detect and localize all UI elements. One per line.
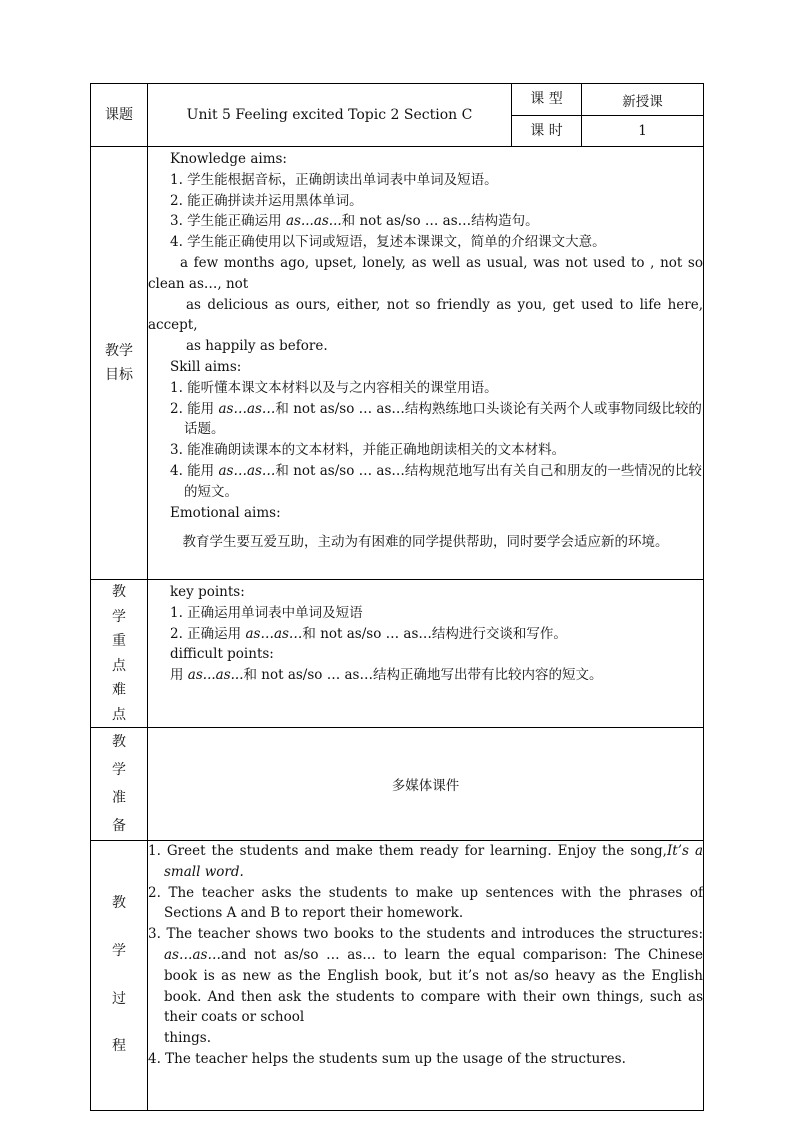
skill-aim-3: 3. 能准确朗读课本的文本材料，并能正确地朗读相关的文本材料。 xyxy=(170,442,566,459)
difficult-points-title: difficult points: xyxy=(170,646,274,663)
key-points-label: 教 学 重 点 难 点 xyxy=(91,580,148,728)
knowledge-aim-2: 2. 能正确拼读并运用黑体单词。 xyxy=(170,192,363,209)
knowledge-aim-4: 4. 学生能正确使用以下词或短语，复述本课课文，简单的介绍课文大意。 xyxy=(170,234,606,251)
process-step-1: 1. Greet the students and make them ready for learning. Enjoy the song,It’s a small word. xyxy=(148,843,703,880)
process-step-3: 3. The teacher shows two books to the students and introduces the structures: as…as…and not as/so … as… to learn the equal comparison: The Chinese book is as new as the English book, but it’s not as/so heavy as the English book. And then ask the students to compare with their own things, such as their coats or school xyxy=(148,926,703,1026)
phrase-list-3: as happily as before. xyxy=(186,338,328,355)
objectives-label: 教学 目标 xyxy=(91,147,148,580)
process-label: 教 学 过 程 xyxy=(91,841,148,1111)
process-step-2: 2. The teacher asks the students to make up sentences with the phrases of Sections A and B to report their homework. xyxy=(148,884,703,922)
emotional-aim-text: 教育学生要互爱互助，主动为有困难的同学提供帮助，同时要学会适应新的环境。 xyxy=(182,534,669,551)
skill-aim-2: 2. 能用 as…as…和 not as/so … as…结构熟练地口头谈论有关两个人或事物同级比较的话题。 xyxy=(170,400,702,438)
objectives-content xyxy=(148,147,704,580)
topic-value: Unit 5 Feeling excited Topic 2 Section C xyxy=(148,84,512,147)
knowledge-aims-title: Knowledge aims: xyxy=(170,151,287,167)
preparation-label: 教 学 准 备 xyxy=(91,728,148,841)
key-point-2: 2. 正确运用 as…as…和 not as/so … as…结构进行交谈和写作。 xyxy=(170,625,567,642)
lesson-type-label: 课 型 xyxy=(512,84,582,116)
phrase-list-2: as delicious as ours, either, not so friendly as you, get used to life here, accept, xyxy=(148,296,703,334)
knowledge-aim-3: 3. 学生能正确运用 as...as...和 not as/so … as…结构造句。 xyxy=(170,213,539,230)
phrase-list-1: a few months ago, upset, lonely, as well as usual, was not used to , not so clean as…, not xyxy=(148,254,703,292)
lesson-plan-table xyxy=(90,83,704,1111)
key-points-title: key points: xyxy=(170,584,245,600)
key-points-content xyxy=(148,580,704,728)
lesson-type-value: 新授课 xyxy=(582,84,704,116)
topic-label: 课题 xyxy=(91,84,148,147)
class-hours-label: 课 时 xyxy=(512,116,582,147)
key-point-1: 1. 正确运用单词表中单词及短语 xyxy=(170,604,363,621)
skill-aims-title: Skill aims: xyxy=(170,358,242,375)
emotional-aims-title: Emotional aims: xyxy=(170,504,281,521)
skill-aim-1: 1. 能听懂本课文本材料以及与之内容相关的课堂用语。 xyxy=(170,379,498,396)
class-hours-value: 1 xyxy=(582,116,704,147)
preparation-value: 多媒体课件 xyxy=(148,728,704,841)
skill-aim-4: 4. 能用 as…as…和 not as/so … as…结构规范地写出有关自己和朋友的一些情况的比较的短文。 xyxy=(170,462,702,500)
process-step-4: 4. The teacher helps the students sum up the usage of the structures. xyxy=(148,1050,626,1067)
knowledge-aim-1: 1. 学生能根据音标，正确朗读出单词表中单词及短语。 xyxy=(170,171,498,188)
process-step-3-tail: things. xyxy=(164,1030,211,1047)
process-content xyxy=(148,841,704,1111)
difficult-point-1: 用 as...as...和 not as/so … as…结构正确地写出带有比较内容的短文。 xyxy=(170,667,603,684)
